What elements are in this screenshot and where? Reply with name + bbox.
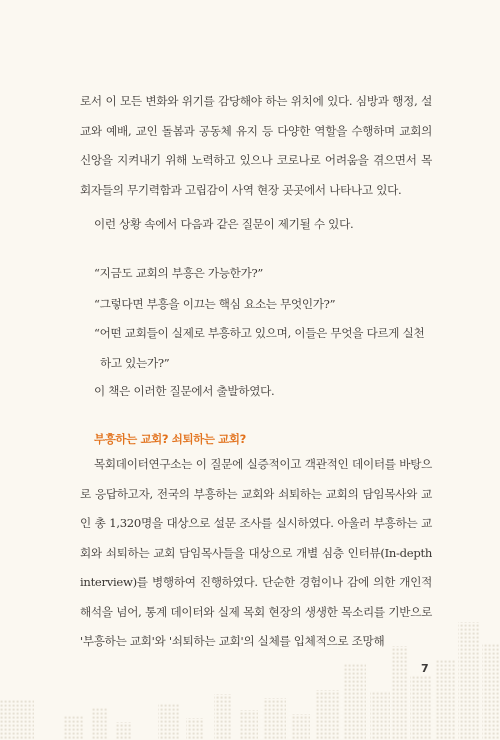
page-number: 7 xyxy=(421,662,429,675)
question-item: “그렇다면 부흥을 이끄는 핵심 요소는 무엇인가?” xyxy=(94,296,336,311)
body-paragraph: 로서 이 모든 변화와 위기를 감당해야 하는 위치에 있다. 심방과 행정, 설교와 예배, 교인 돌봄과 공동체 유지 등 다양한 역할을 수행하며 교회의 신앙을 지켜내기 위해 노력하고 있으나 코로나로 어려움을 겪으면서 목회자들의 무기력함과 고립감이 사역 현장 곳곳에서 나타나고 있다. xyxy=(80,94,432,197)
section-title: 부흥하는 교회? 쇠퇴하는 교회? xyxy=(94,432,246,446)
body-paragraph: 이런 상황 속에서 다음과 같은 질문이 제기될 수 있다. xyxy=(94,217,354,231)
question-list xyxy=(94,258,434,378)
body-paragraph: 이 책은 이러한 질문에서 출발하였다. xyxy=(94,384,275,398)
question-item: “어떤 교회들이 실제로 부흥하고 있으며, 이들은 무엇을 다르게 실천하고 있는가?” xyxy=(94,326,425,370)
body-paragraph: 목회데이터연구소는 이 질문에 실증적이고 객관적인 데이터를 바탕으로 응답하고자, 전국의 부흥하는 교회와 쇠퇴하는 교회의 담임목사와 교인 총 1,320명을 대상으로 설문 조사를 실시하였다. 아울러 부흥하는 교회와 쇠퇴하는 교회 담임목사들을 대상으로 개별 심층 인터뷰(In-depth interview)를 병행하여 진행하였다. 단순한 경험이나 감에 의한 개인적 해석을 넘어, 통계 데이터와 실제 목회 현장의 생생한 목소리를 기반으로 '부흥하는 교회'와 '쇠퇴하는 교회'의 실체를 입체적으로 조망해 xyxy=(80,457,432,648)
question-item: “지금도 교회의 부흥은 가능한가?” xyxy=(94,266,264,280)
